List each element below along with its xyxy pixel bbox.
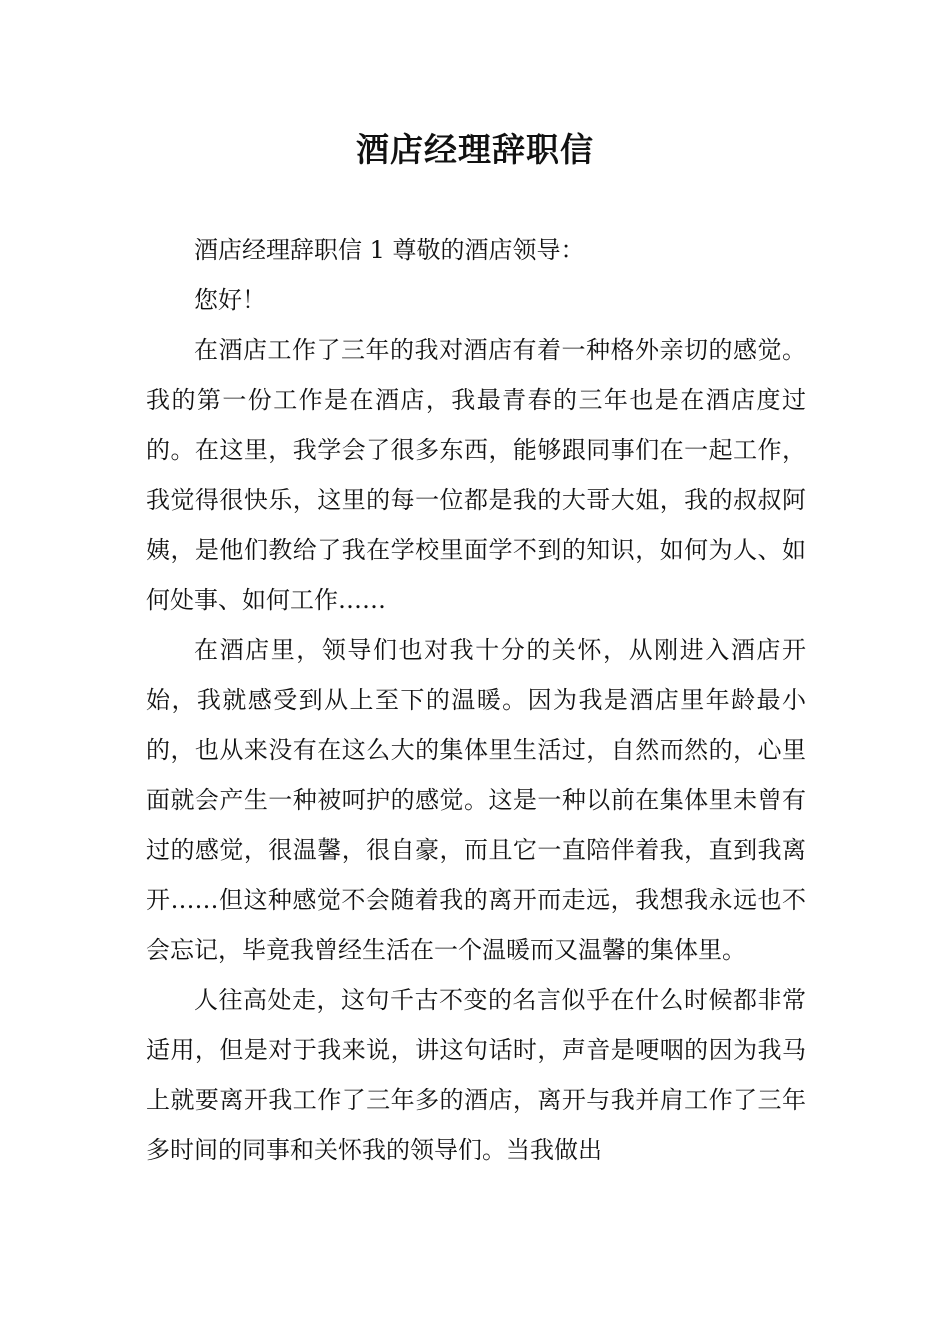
document-body (146, 225, 806, 1175)
document-title: 酒店经理辞职信 (356, 130, 594, 169)
greeting-line: 酒店经理辞职信 1 尊敬的酒店领导： (194, 236, 585, 264)
body-paragraph: 在酒店里，领导们也对我十分的关怀，从刚进入酒店开始，我就感受到从上至下的温暖。因为我是酒店里年龄最小的，也从来没有在这么大的集体里生活过，自然而然的，心里面就会产生一种被呵护的感觉。这是一种以前在集体里未曾有过的感觉，很温馨，很自豪，而且它一直陪伴着我，直到我离开……但这种感觉不会随着我的离开而走远，我想我永远也不会忘记，毕竟我曾经生活在一个温暖而又温馨的集体里。 (146, 636, 806, 964)
salutation: 您好！ (194, 286, 266, 314)
body-paragraph: 在酒店工作了三年的我对酒店有着一种格外亲切的感觉。我的第一份工作是在酒店，我最青春的三年也是在酒店度过的。在这里，我学会了很多东西，能够跟同事们在一起工作，我觉得很快乐，这里的每一位都是我的大哥大姐，我的叔叔阿姨，是他们教给了我在学校里面学不到的知识，如何为人、如何处事、如何工作…… (146, 336, 806, 614)
body-paragraph: 人往高处走，这句千古不变的名言似乎在什么时候都非常适用，但是对于我来说，讲这句话时，声音是哽咽的因为我马上就要离开我工作了三年多的酒店，离开与我并肩工作了三年多时间的同事和关怀我的领导们。当我做出 (146, 986, 806, 1164)
